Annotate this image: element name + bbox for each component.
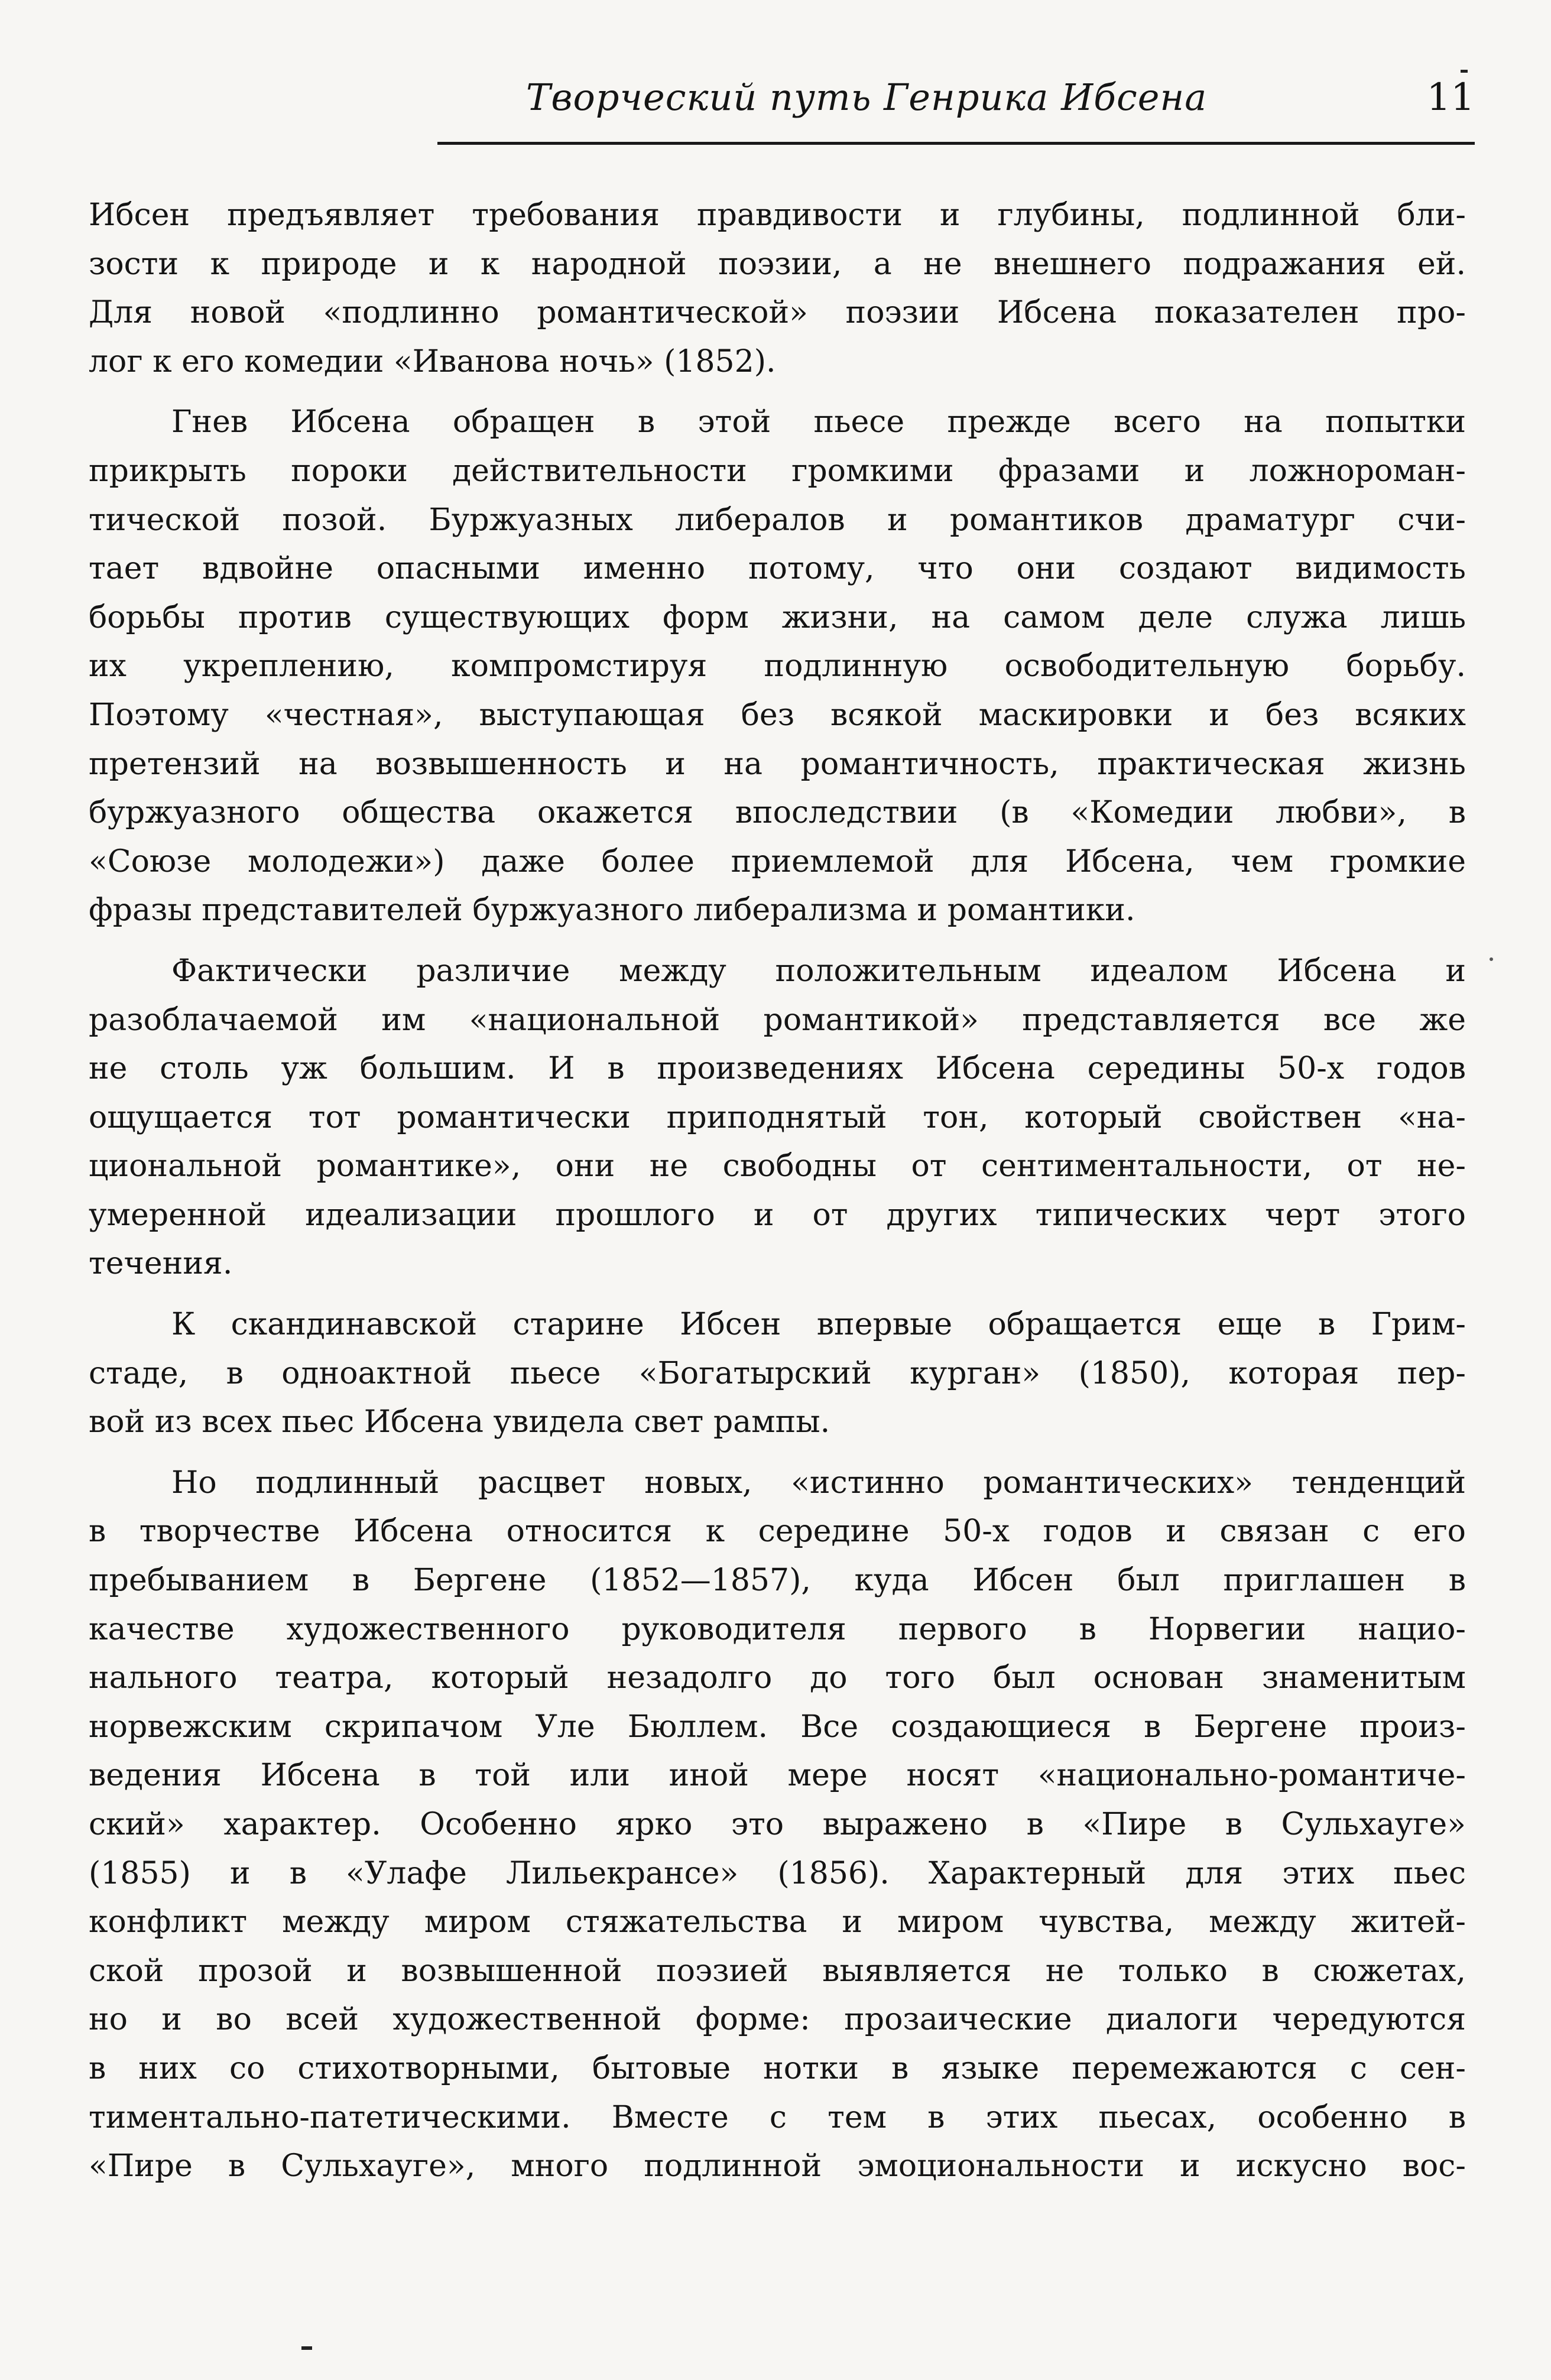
text-line: тает вдвойне опасными именно потому, что они создают видимость [89, 551, 1466, 587]
text-line: прикрыть пороки действительности громкими фразами и ложнороман- [89, 453, 1466, 489]
text-line: конфликт между миром стяжательства и миром чувства, между житей- [89, 1904, 1466, 1940]
text-line: умеренной идеализации прошлого и от других типических черт этого [89, 1197, 1466, 1233]
text-line: качестве художественного руководителя первого в Норвегии нацио- [89, 1611, 1466, 1647]
text-line: ской прозой и возвышенной поэзией выявляется не только в сюжетах, [89, 1953, 1466, 1989]
text-line: Фактически различие между положительным идеалом Ибсена и [171, 953, 1466, 989]
text-line: Поэтому «честная», выступающая без всякой маскировки и без всяких [89, 697, 1466, 733]
text-line: К скандинавской старине Ибсен впервые обращается еще в Грим- [171, 1307, 1466, 1343]
text-line: (1855) и в «Улафе Лильекрансе» (1856). Характерный для этих пьес [89, 1855, 1466, 1891]
text-line: «Союзе молодежи») даже более приемлемой для Ибсена, чем громкие [89, 843, 1466, 879]
running-title: Творческий путь Генрика Ибсена [526, 76, 1208, 119]
paragraph [89, 191, 1466, 386]
paragraph [89, 1459, 1466, 2191]
text-line: ский» характер. Особенно ярко это выражено в «Пире в Сульхауге» [89, 1807, 1466, 1842]
text-line: лог к его комедии «Иванова ночь» (1852). [89, 343, 776, 379]
paragraph [89, 1300, 1466, 1447]
text-line: стаде, в одноактной пьесе «Богатырский курган» (1850), которая пер- [89, 1355, 1466, 1391]
text-line: Но подлинный расцвет новых, «истинно романтических» тенденций [171, 1465, 1466, 1501]
running-header [437, 53, 1475, 145]
text-line: течения. [89, 1246, 233, 1282]
scan-speck [1490, 957, 1493, 961]
text-line: разоблачаемой им «национальной романтикой» представляется все же [89, 1002, 1466, 1038]
text-line: Гнев Ибсена обращен в этой пьесе прежде всего на попытки [171, 404, 1466, 440]
text-line: тической позой. Буржуазных либералов и романтиков драматург счи- [89, 502, 1466, 538]
text-line: но и во всей художественной форме: прозаические диалоги чередуются [89, 2002, 1466, 2038]
text-line: вой из всех пьес Ибсена увидела свет рампы. [89, 1404, 830, 1440]
body-text [89, 191, 1466, 2191]
text-line: фразы представителей буржуазного либерализма и романтики. [89, 892, 1135, 928]
text-line: Для новой «подлинно романтической» поэзии Ибсена показателен про- [89, 295, 1466, 331]
text-line: тиментально-патетическими. Вместе с тем в этих пьесах, особенно в [89, 2099, 1466, 2135]
text-line: не столь уж большим. И в произведениях Ибсена середины 50-х годов [89, 1051, 1466, 1087]
paragraph [89, 947, 1466, 1288]
text-line: ощущается тот романтически приподнятый тон, который свойствен «на- [89, 1099, 1466, 1135]
text-line: пребыванием в Бергене (1852—1857), куда Ибсен был приглашен в [89, 1563, 1466, 1599]
text-line: в творчестве Ибсена относится к середине 50-х годов и связан с его [89, 1514, 1466, 1550]
text-line: борьбы против существующих форм жизни, на самом деле служа лишь [89, 599, 1466, 635]
text-line: нального театра, который незадолго до того был основан знаменитым [89, 1660, 1466, 1696]
text-line: циональной романтике», они не свободны от сентиментальности, от не- [89, 1148, 1466, 1184]
page-number: 11 [1426, 76, 1475, 119]
text-line: «Пире в Сульхауге», много подлинной эмоциональности и искусно вос- [89, 2148, 1466, 2184]
text-line: их укреплению, компромстируя подлинную освободительную борьбу. [89, 648, 1466, 684]
text-line: Ибсен предъявляет требования правдивости и глубины, подлинной бли- [89, 197, 1466, 233]
text-line: зости к природе и к народной поэзии, а не внешнего подражания ей. [89, 246, 1466, 282]
text-line: ведения Ибсена в той или иной мере носят «национально-романтиче- [89, 1758, 1466, 1794]
text-line: в них со стихотворными, бытовые нотки в языке перемежаются с сен- [89, 2050, 1466, 2086]
paragraph [89, 398, 1466, 935]
text-line: норвежским скрипачом Уле Бюллем. Все создающиеся в Бергене произ- [89, 1709, 1466, 1745]
text-line: буржуазного общества окажется впоследствии (в «Комедии любви», в [89, 795, 1466, 831]
scan-mark-bottom [301, 2346, 312, 2350]
book-page [89, 53, 1475, 2346]
text-line: претензий на возвышенность и на романтичность, практическая жизнь [89, 746, 1466, 782]
